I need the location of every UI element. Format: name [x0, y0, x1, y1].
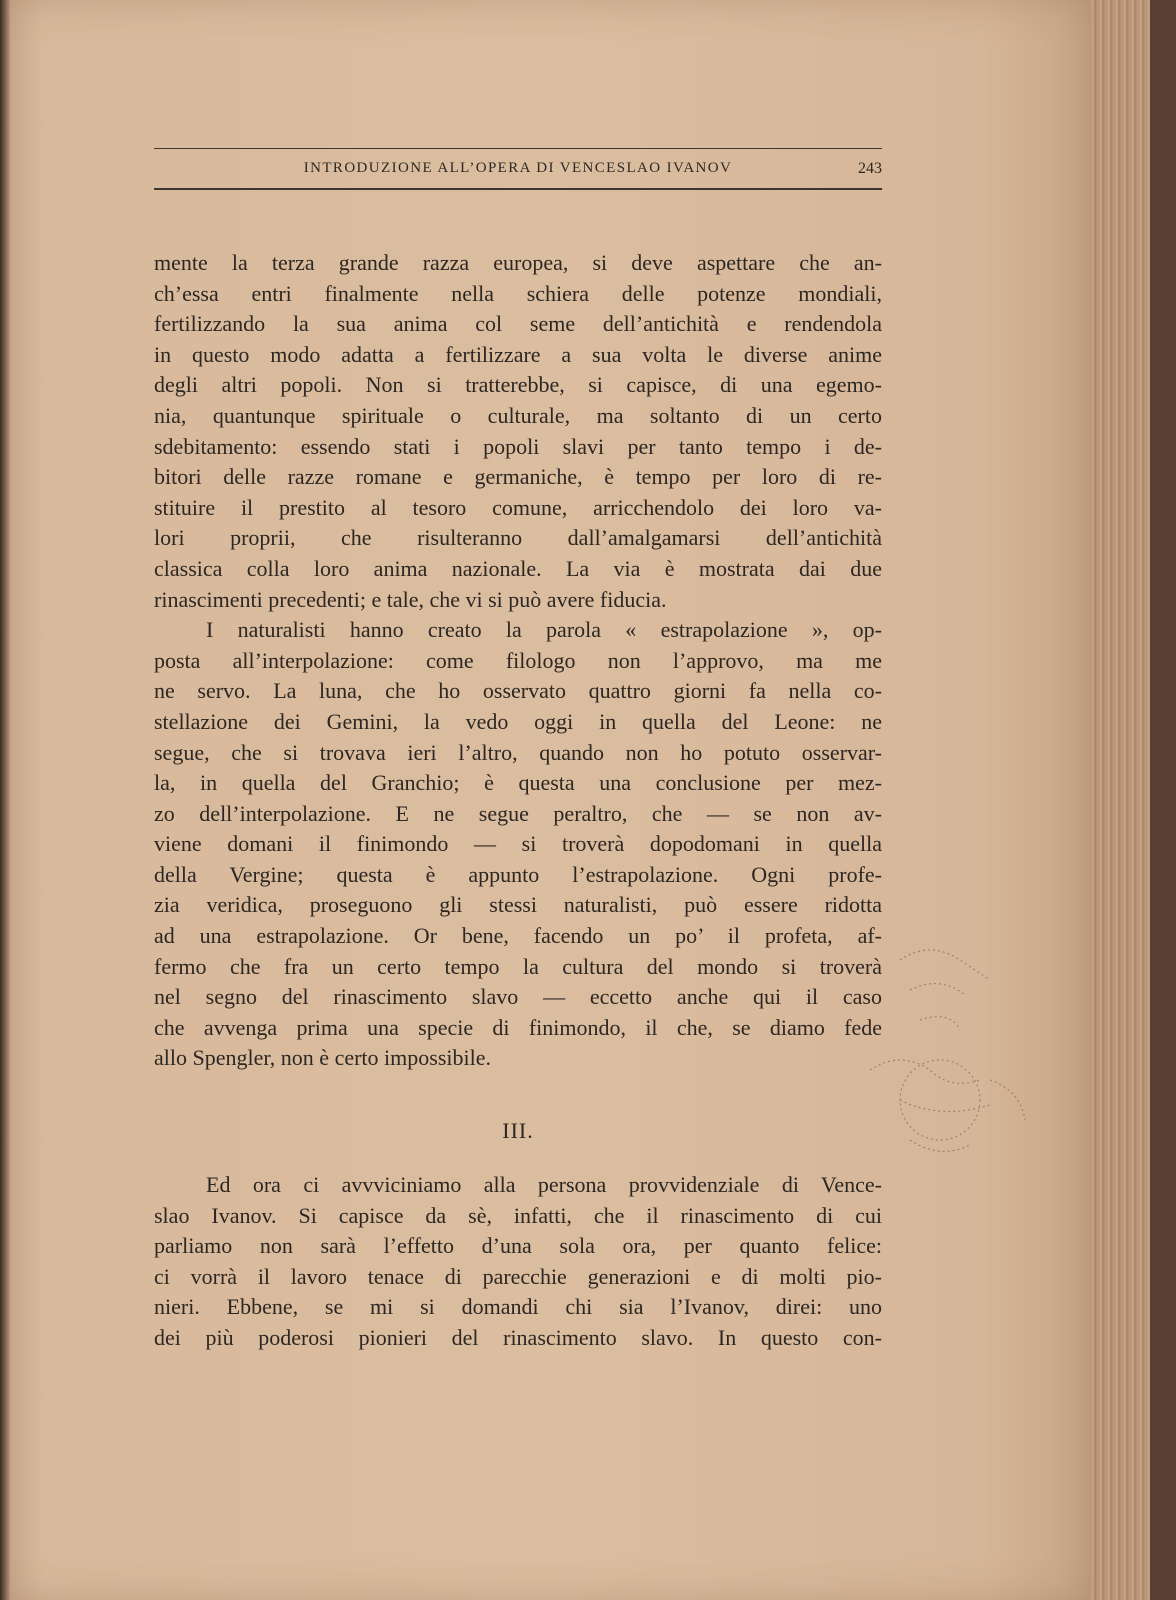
paragraph-3	[154, 1170, 882, 1354]
text-line: bitori delle razze romane e germaniche, è tempo per loro di re-	[154, 464, 882, 490]
text-line: posta all’interpolazione: come filologo non l’approvo, ma me	[154, 647, 882, 673]
running-head	[154, 160, 882, 184]
page-stack-edge	[1090, 0, 1150, 1600]
text-line: dei più poderosi pionieri del rinascimento slavo. In questo con-	[154, 1324, 882, 1350]
text-line: ch’essa entri finalmente nella schiera delle potenze mondiali,	[154, 280, 882, 306]
paragraph-2	[154, 615, 882, 1074]
text-line: stellazione dei Gemini, la vedo oggi in quella del Leone: ne	[154, 708, 882, 734]
header-rule-top	[154, 148, 882, 149]
text-line: la, in quella del Granchio; è questa una conclusione per mez-	[154, 770, 882, 796]
paragraph-1	[154, 248, 882, 615]
text-line: zo dell’interpolazione. E ne segue peraltro, che — se non av-	[154, 800, 882, 826]
page-binding-edge	[0, 0, 10, 1600]
text-line: fertilizzando la sua anima col seme dell’antichità e rendendola	[154, 311, 882, 337]
text-line: slao Ivanov. Si capisce da sè, infatti, che il rinascimento di cui	[154, 1202, 882, 1228]
text-line: classica colla loro anima nazionale. La via è mostrata dai due	[154, 555, 882, 581]
header-rule-bottom	[154, 188, 882, 190]
text-line: che avvenga prima una specie di finimondo, il che, se diamo fede	[154, 1014, 882, 1040]
text-line: nieri. Ebbene, se mi si domandi chi sia l’Ivanov, direi: uno	[154, 1294, 882, 1320]
text-line: Ed ora ci avvviciniamo alla persona provvidenziale di Vence-	[206, 1172, 882, 1197]
running-title: INTRODUZIONE ALL’OPERA DI VENCESLAO IVANOV	[303, 160, 733, 176]
text-line: mente la terza grande razza europea, si deve aspettare che an-	[154, 250, 882, 275]
text-line: lori proprii, che risulteranno dall’amalgamarsi dell’antichità	[154, 525, 882, 551]
text-line: degli altri popoli. Non si tratterebbe, si capisce, di una egemo-	[154, 372, 882, 398]
text-line: fermo che fra un certo tempo la cultura del mondo si troverà	[154, 953, 882, 979]
library-stamp-mark	[840, 930, 1040, 1190]
section-text-block	[154, 1170, 882, 1354]
text-line: ne servo. La luna, che ho osservato quattro giorni fa nella co-	[154, 678, 882, 704]
text-line: rinascimenti precedenti; e tale, che vi si può avere fiducia.	[154, 586, 667, 612]
text-line: nel segno del rinascimento slavo — eccetto anche qui il caso	[154, 984, 882, 1010]
book-cover-edge	[1150, 0, 1176, 1600]
text-line: I naturalisti hanno creato la parola « estrapolazione », op-	[206, 617, 882, 643]
text-line: allo Spengler, non è certo impossibile.	[154, 1045, 491, 1071]
text-line: sdebitamento: essendo stati i popoli slavi per tanto tempo i de-	[154, 433, 882, 459]
text-line: ci vorrà il lavoro tenace di parecchie generazioni e di molti pio-	[154, 1263, 882, 1289]
text-line: segue, che si trovava ieri l’altro, quando non ho potuto osservar-	[154, 739, 882, 765]
text-line: stituire il prestito al tesoro comune, arricchendolo dei loro va-	[154, 494, 882, 520]
text-line: ad una estrapolazione. Or bene, facendo un po’ il profeta, af-	[154, 923, 882, 949]
text-line: viene domani il finimondo — si troverà dopodomani in quella	[154, 831, 882, 857]
text-line: nia, quantunque spirituale o culturale, ma soltanto di un certo	[154, 402, 882, 428]
text-line: parliamo non sarà l’effetto d’una sola ora, per quanto felice:	[154, 1233, 882, 1259]
main-text-block	[154, 248, 882, 1074]
section-heading: III.	[502, 1118, 534, 1143]
text-line: in questo modo adatta a fertilizzare a sua volta le diverse anime	[154, 341, 882, 367]
page-number: 243	[858, 160, 882, 177]
text-line: zia veridica, proseguono gli stessi naturalisti, può essere ridotta	[154, 892, 882, 918]
text-line: della Vergine; questa è appunto l’estrapolazione. Ogni profe-	[154, 861, 882, 887]
